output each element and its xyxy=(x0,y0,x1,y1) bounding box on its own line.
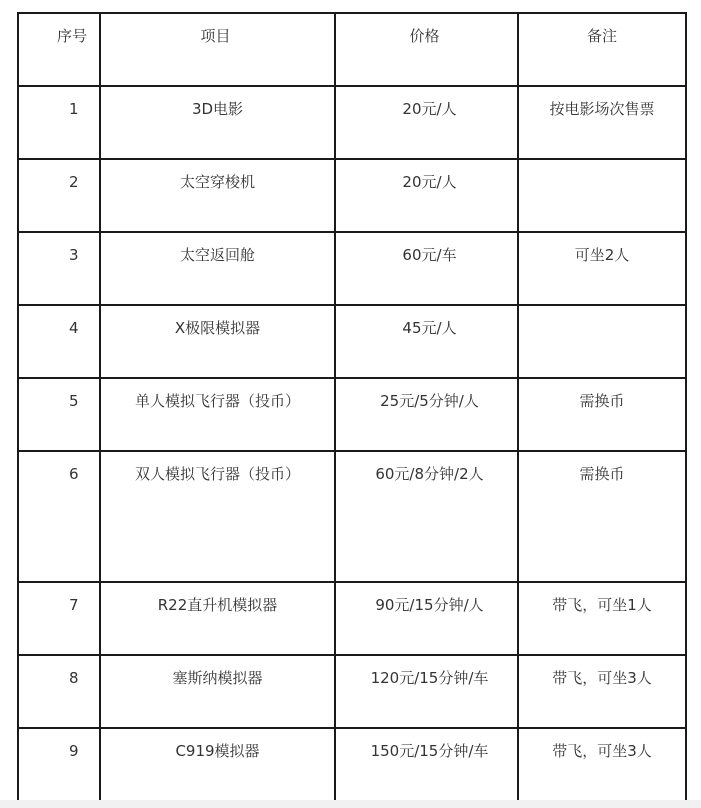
cell-index xyxy=(18,582,100,655)
cell-price-text: 20元/人 xyxy=(402,100,457,118)
cell-index-text: 9 xyxy=(69,742,79,760)
cell-price-text: 150元/15分钟/车 xyxy=(370,742,489,760)
header-price-label: 价格 xyxy=(409,27,440,45)
cell-project-text: X极限模拟器 xyxy=(174,319,261,337)
cell-remark-text: 带飞，可坐3人 xyxy=(552,669,652,687)
cell-project xyxy=(100,159,335,232)
cell-price-text: 25元/5分钟/人 xyxy=(380,392,479,410)
table-row xyxy=(18,582,686,655)
table-row xyxy=(18,451,686,582)
cell-price xyxy=(335,86,518,159)
cell-price xyxy=(335,655,518,728)
cell-project-text: 太空返回舱 xyxy=(179,246,255,264)
cell-project-text: R22直升机模拟器 xyxy=(157,596,278,614)
cell-price-text: 45元/人 xyxy=(402,319,457,337)
cell-project-text: 太空穿梭机 xyxy=(179,173,255,191)
bottom-divider-strip xyxy=(0,800,701,808)
cell-index-text: 1 xyxy=(69,100,79,118)
cell-project-text: 3D电影 xyxy=(191,100,244,118)
cell-index xyxy=(18,728,100,801)
cell-remark-text: 可坐2人 xyxy=(574,246,630,264)
cell-remark-text: 需换币 xyxy=(579,392,625,410)
cell-price-text: 120元/15分钟/车 xyxy=(370,669,489,687)
table-header-row xyxy=(18,13,686,86)
table-row xyxy=(18,232,686,305)
cell-project-text: 单人模拟飞行器（投币） xyxy=(134,392,300,410)
cell-price xyxy=(335,582,518,655)
table-row xyxy=(18,378,686,451)
header-project xyxy=(100,13,335,86)
header-remark xyxy=(518,13,686,86)
cell-index-text: 5 xyxy=(69,392,79,410)
cell-project-text: 双人模拟飞行器（投币） xyxy=(134,465,300,483)
cell-price-text: 60元/8分钟/2人 xyxy=(375,465,484,483)
cell-price-text: 20元/人 xyxy=(402,173,457,191)
cell-price xyxy=(335,159,518,232)
cell-remark-text xyxy=(519,160,685,173)
header-index xyxy=(18,13,100,86)
cell-index xyxy=(18,305,100,378)
cell-remark xyxy=(518,159,686,232)
cell-index xyxy=(18,159,100,232)
table-row xyxy=(18,159,686,232)
cell-project xyxy=(100,582,335,655)
cell-project xyxy=(100,232,335,305)
cell-remark xyxy=(518,451,686,582)
table-row xyxy=(18,86,686,159)
price-table xyxy=(17,12,687,802)
cell-index xyxy=(18,378,100,451)
cell-remark-text: 按电影场次售票 xyxy=(549,100,655,118)
cell-remark xyxy=(518,655,686,728)
cell-index xyxy=(18,451,100,582)
cell-remark xyxy=(518,305,686,378)
header-index-label: 序号 xyxy=(57,27,88,45)
cell-remark xyxy=(518,232,686,305)
cell-remark xyxy=(518,728,686,801)
header-price xyxy=(335,13,518,86)
cell-index-text: 3 xyxy=(69,246,79,264)
cell-project xyxy=(100,728,335,801)
cell-project xyxy=(100,378,335,451)
table-row xyxy=(18,655,686,728)
cell-project-text: C919模拟器 xyxy=(175,742,260,760)
cell-remark-text: 需换币 xyxy=(579,465,625,483)
cell-index-text: 6 xyxy=(69,465,79,483)
cell-price xyxy=(335,305,518,378)
cell-price xyxy=(335,378,518,451)
cell-index-text: 7 xyxy=(69,596,79,614)
cell-project-text: 塞斯纳模拟器 xyxy=(172,669,263,687)
header-remark-label: 备注 xyxy=(586,27,617,45)
cell-remark xyxy=(518,582,686,655)
cell-project xyxy=(100,451,335,582)
table-row xyxy=(18,305,686,378)
cell-remark-text xyxy=(519,306,685,319)
cell-remark xyxy=(518,378,686,451)
cell-remark-text: 带飞，可坐3人 xyxy=(552,742,652,760)
cell-index xyxy=(18,232,100,305)
cell-project xyxy=(100,305,335,378)
cell-price-text: 60元/车 xyxy=(402,246,457,264)
cell-index-text: 2 xyxy=(69,173,79,191)
cell-remark-text: 带飞，可坐1人 xyxy=(552,596,652,614)
cell-price xyxy=(335,232,518,305)
cell-index-text: 8 xyxy=(69,669,79,687)
cell-project xyxy=(100,86,335,159)
cell-price-text: 90元/15分钟/人 xyxy=(375,596,484,614)
cell-project xyxy=(100,655,335,728)
table-row xyxy=(18,728,686,801)
header-project-label: 项目 xyxy=(200,27,231,45)
cell-index xyxy=(18,86,100,159)
cell-price xyxy=(335,451,518,582)
cell-index xyxy=(18,655,100,728)
cell-index-text: 4 xyxy=(69,319,79,337)
cell-price xyxy=(335,728,518,801)
cell-remark xyxy=(518,86,686,159)
